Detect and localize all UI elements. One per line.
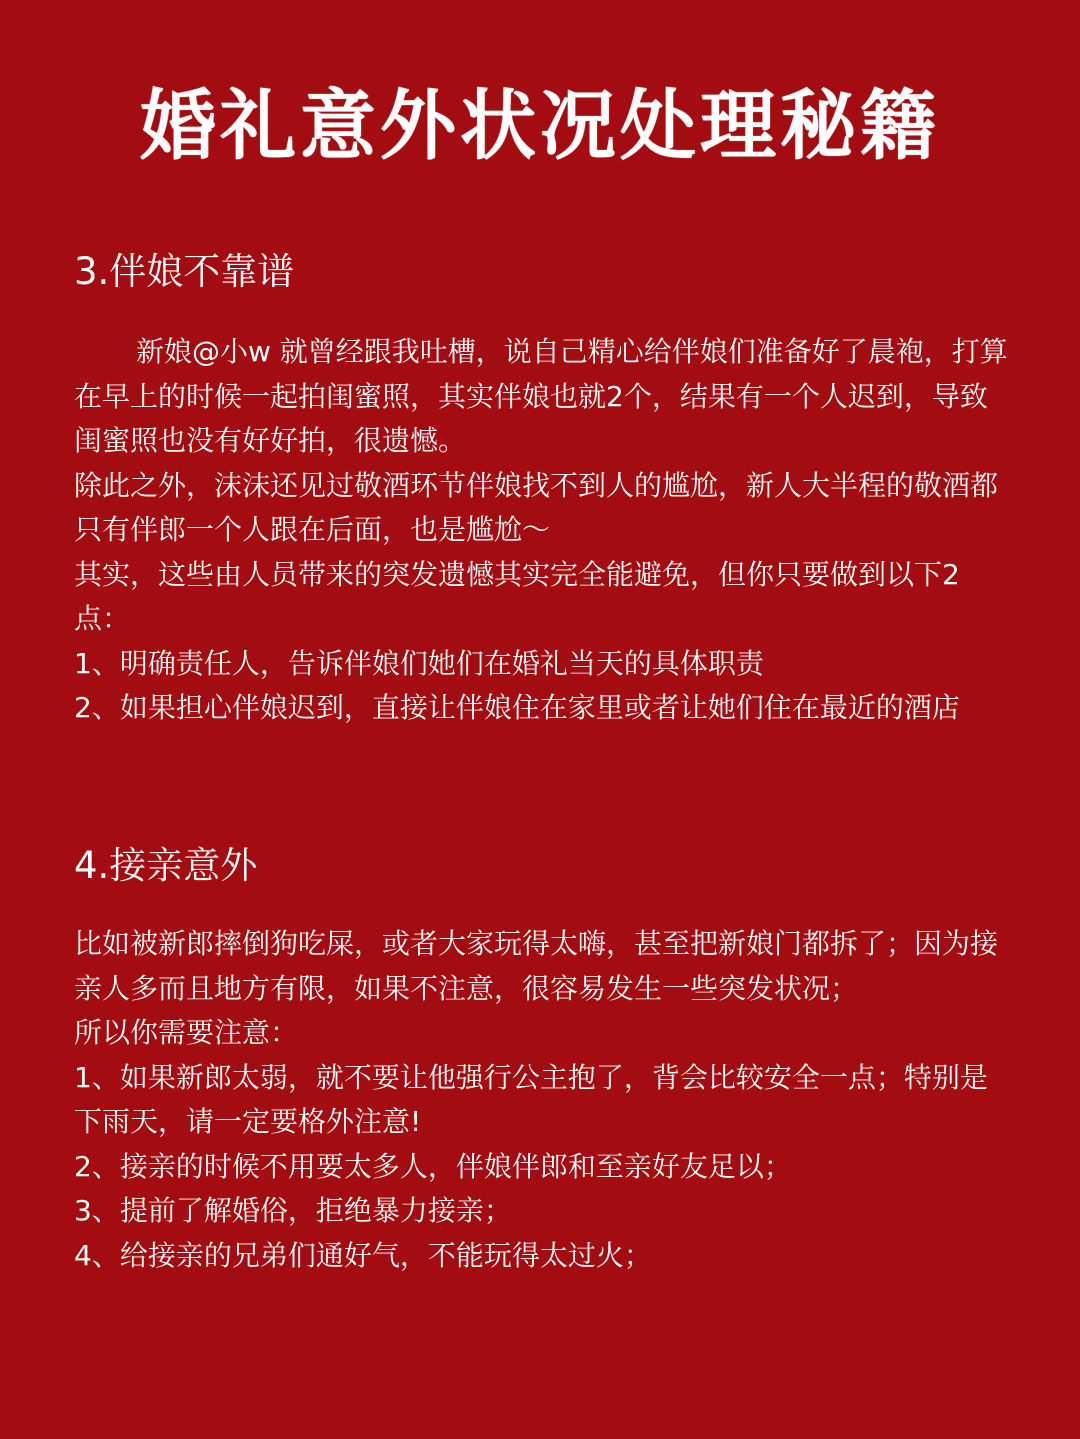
section-body [74,922,1014,1278]
list-item: 3、提前了解婚俗，拒绝暴力接亲； [74,1194,512,1227]
section-heading: 4.接亲意外 [74,844,258,887]
list-item: 1、明确责任人，告诉伴娘们她们在婚礼当天的具体职责 [74,646,764,680]
list-item: 4、给接亲的兄弟们通好气，不能玩得太过火； [74,1238,652,1272]
paragraph: 所以你需要注意： [74,1016,299,1049]
section-body [74,330,1014,731]
page-title: 婚礼意外状况处理秘籍 [140,81,940,170]
paragraph: 新娘@小w 就曾经跟我吐槽，说自己精心给伴娘们准备好了晨袍，打算在早上的时候一起拍闺蜜照，其实伴娘也就2个，结果有一个人迟到，导致闺蜜照也没有好好拍，很遗憾。 [74,335,1008,457]
list-item: 1、如果新郎太弱，就不要让他强行公主抱了，背会比较安全一点；特别是下雨天，请一定要格外注意! [74,1060,988,1138]
paragraph: 除此之外，沫沫还见过敬酒环节伴娘找不到人的尴尬，新人大半程的敬酒都只有伴郎一个人跟在后面，也是尴尬～ [74,468,999,546]
paragraph: 其实，这些由人员带来的突发遗憾其实完全能避免，但你只要做到以下2点： [74,557,960,635]
list-item: 2、接亲的时候不用要太多人，伴娘伴郎和至亲好友足以； [74,1149,792,1183]
paragraph: 比如被新郎摔倒狗吃屎，或者大家玩得太嗨，甚至把新娘门都拆了；因为接亲人多而且地方有限，如果不注意，很容易发生一些突发状况； [74,927,999,1005]
list-item: 2、如果担心伴娘迟到，直接让伴娘住在家里或者让她们住在最近的酒店 [74,691,960,724]
section-heading: 3.伴娘不靠谱 [74,250,295,293]
